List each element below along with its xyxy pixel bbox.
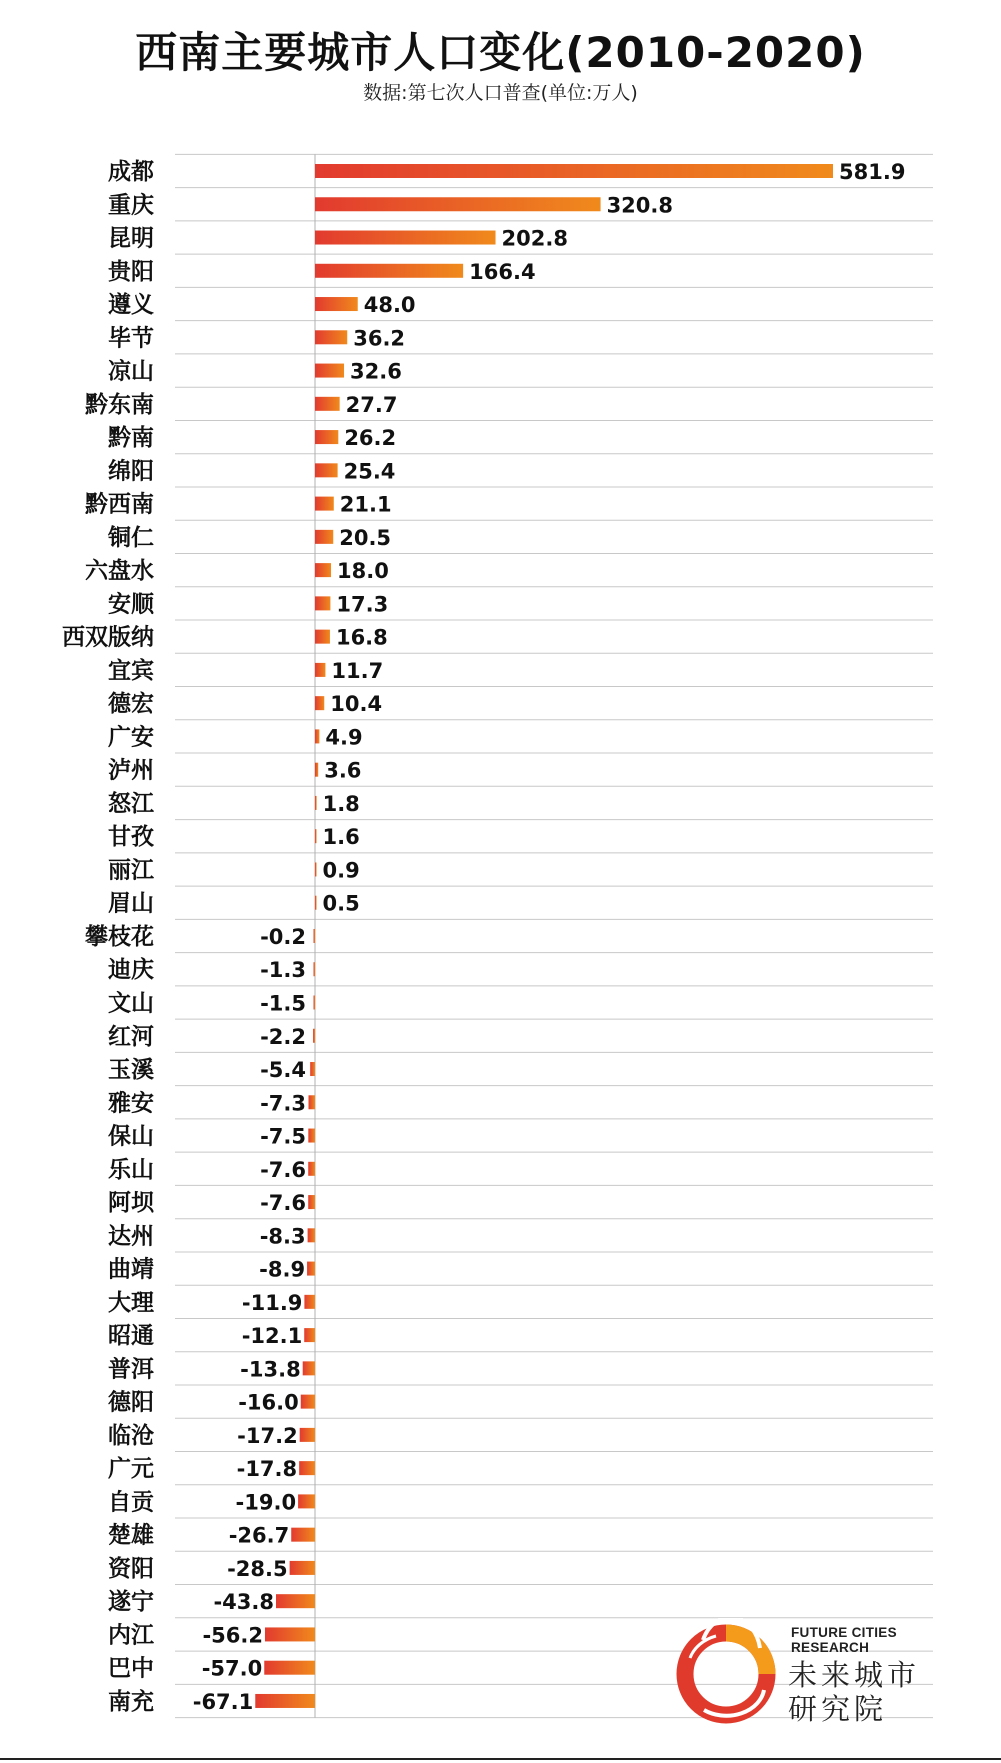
value-label: 25.4 xyxy=(343,459,396,484)
value-label: -13.8 xyxy=(240,1357,301,1382)
category-label: 遂宁 xyxy=(108,1589,154,1616)
bar xyxy=(308,1228,315,1242)
value-label: 1.6 xyxy=(322,825,360,850)
value-label: 0.5 xyxy=(322,891,360,916)
bar xyxy=(315,164,833,178)
value-label: -43.8 xyxy=(213,1590,275,1615)
category-label: 眉山 xyxy=(108,890,154,917)
value-label: -7.6 xyxy=(260,1157,306,1182)
bar xyxy=(315,463,338,477)
value-label: -7.6 xyxy=(260,1191,306,1216)
bar xyxy=(255,1694,315,1708)
bar xyxy=(309,1095,315,1109)
bar xyxy=(264,1661,315,1675)
value-label: -67.1 xyxy=(192,1689,254,1714)
bar xyxy=(304,1328,315,1342)
category-label: 红河 xyxy=(108,1023,154,1050)
bars xyxy=(255,164,833,1708)
category-label: 毕节 xyxy=(108,325,154,352)
value-label: 17.3 xyxy=(336,592,389,617)
value-label: -7.5 xyxy=(260,1124,306,1149)
value-label: -1.5 xyxy=(260,991,306,1016)
value-label: 20.5 xyxy=(339,525,392,550)
value-label: -12.1 xyxy=(241,1324,303,1349)
bar xyxy=(315,696,324,710)
value-label: -26.7 xyxy=(228,1523,290,1548)
category-label: 资阳 xyxy=(108,1555,154,1582)
value-label: -17.8 xyxy=(236,1457,298,1482)
bar xyxy=(315,530,333,544)
bar xyxy=(308,1195,315,1209)
value-label: 26.2 xyxy=(344,426,397,451)
logo-chinese-text xyxy=(788,1658,968,1726)
value-label: -5.4 xyxy=(260,1058,306,1083)
bar xyxy=(313,1029,315,1043)
category-label: 大理 xyxy=(108,1289,154,1316)
value-label: 27.7 xyxy=(345,392,398,417)
value-label: -8.9 xyxy=(259,1257,306,1282)
bar xyxy=(315,829,317,843)
category-label: 曲靖 xyxy=(108,1256,154,1283)
category-label: 德宏 xyxy=(108,691,154,718)
bar xyxy=(315,896,317,910)
category-label: 保山 xyxy=(108,1123,154,1150)
category-label: 广安 xyxy=(108,724,154,751)
value-label: -2.2 xyxy=(260,1024,306,1049)
value-label: 581.9 xyxy=(839,160,906,184)
bar xyxy=(315,663,325,677)
category-label: 重庆 xyxy=(108,192,154,219)
category-label: 临沧 xyxy=(108,1422,154,1449)
value-label: -11.9 xyxy=(241,1290,303,1315)
bar xyxy=(299,1461,315,1475)
category-label: 攀枝花 xyxy=(85,923,154,950)
bar xyxy=(315,497,334,511)
value-label: 11.7 xyxy=(331,658,384,683)
category-label: 宜宾 xyxy=(108,657,154,684)
category-label: 遵义 xyxy=(108,292,154,319)
value-label: 10.4 xyxy=(330,692,383,717)
bar xyxy=(304,1295,315,1309)
bar xyxy=(290,1561,315,1575)
category-label: 文山 xyxy=(108,990,154,1017)
bar xyxy=(315,763,318,777)
bar xyxy=(315,330,347,344)
value-label: 1.8 xyxy=(322,791,360,816)
category-label: 昭通 xyxy=(108,1323,154,1350)
bar xyxy=(315,264,463,278)
bar xyxy=(308,1129,315,1143)
category-label: 德阳 xyxy=(108,1389,154,1416)
category-label: 六盘水 xyxy=(85,558,154,585)
value-label: 21.1 xyxy=(339,492,392,517)
value-label: 32.6 xyxy=(350,359,402,384)
category-label: 南充 xyxy=(108,1688,154,1715)
bottom-rule xyxy=(0,1758,1001,1760)
value-label: -1.3 xyxy=(260,958,306,983)
category-label: 乐山 xyxy=(108,1156,154,1183)
bar xyxy=(314,929,316,943)
chart-title: 西南主要城市人口变化(2010-2020) xyxy=(135,28,866,77)
chart-subtitle: 数据:第七次人口普查(单位:万人) xyxy=(363,82,638,104)
category-label: 甘孜 xyxy=(108,824,154,851)
value-label: -17.2 xyxy=(237,1423,298,1448)
value-label: 36.2 xyxy=(353,326,406,351)
bar xyxy=(314,996,316,1010)
value-label: -16.0 xyxy=(238,1390,299,1415)
category-label: 楚雄 xyxy=(108,1522,154,1549)
bar xyxy=(307,1262,315,1276)
value-label: 166.4 xyxy=(469,259,536,284)
category-label: 绵阳 xyxy=(108,458,154,485)
logo-rings-icon xyxy=(676,1618,786,1728)
bar xyxy=(315,630,330,644)
brand-logo xyxy=(676,1618,976,1728)
bar xyxy=(300,1428,315,1442)
category-label: 泸州 xyxy=(108,757,154,784)
value-label: -8.3 xyxy=(259,1224,306,1249)
bar xyxy=(310,1062,315,1076)
category-label: 黔东南 xyxy=(85,391,154,418)
bar xyxy=(315,197,601,211)
value-label: 4.9 xyxy=(325,725,363,750)
bar xyxy=(315,364,344,378)
bar xyxy=(291,1528,315,1542)
bar xyxy=(315,430,338,444)
bar xyxy=(315,563,331,577)
bar xyxy=(314,962,316,976)
category-label: 达州 xyxy=(108,1223,154,1250)
category-label: 黔南 xyxy=(108,425,154,452)
category-label: 凉山 xyxy=(108,358,154,385)
bar xyxy=(315,297,358,311)
category-label: 迪庆 xyxy=(108,957,154,984)
logo-en-line2: RESEARCH xyxy=(791,1640,870,1655)
bar xyxy=(303,1361,315,1375)
logo-en-line1: FUTURE CITIES xyxy=(791,1625,897,1640)
bar xyxy=(315,796,317,810)
value-label: -0.2 xyxy=(260,924,306,949)
value-label: 18.0 xyxy=(337,559,389,584)
bar xyxy=(298,1494,315,1508)
value-label: 0.9 xyxy=(322,858,360,883)
category-label: 黔西南 xyxy=(85,491,154,518)
bar xyxy=(315,397,340,411)
bar xyxy=(276,1594,315,1608)
value-label: 3.6 xyxy=(324,758,362,783)
value-label: 16.8 xyxy=(335,625,388,650)
bar xyxy=(301,1395,315,1409)
category-label: 西双版纳 xyxy=(62,624,154,651)
value-label: 202.8 xyxy=(501,226,568,251)
bar xyxy=(315,862,317,876)
category-label: 怒江 xyxy=(108,790,154,817)
logo-cn-line2: 研究院 xyxy=(788,1692,888,1726)
bar xyxy=(265,1627,315,1641)
category-label: 自贡 xyxy=(108,1489,154,1516)
category-label: 铜仁 xyxy=(108,524,154,551)
logo-cn-line1: 未来城市 xyxy=(788,1658,921,1692)
category-label: 巴中 xyxy=(108,1655,154,1682)
category-label: 玉溪 xyxy=(108,1057,154,1084)
category-label: 昆明 xyxy=(108,225,154,252)
bar xyxy=(315,596,330,610)
category-label: 广元 xyxy=(108,1456,154,1483)
value-label: -19.0 xyxy=(235,1490,297,1515)
value-label: -7.3 xyxy=(260,1091,306,1116)
bar xyxy=(315,729,319,743)
category-label: 雅安 xyxy=(108,1090,154,1117)
value-label: -28.5 xyxy=(227,1556,288,1581)
labels xyxy=(62,159,905,1715)
logo-english-text xyxy=(791,1625,951,1655)
category-label: 内江 xyxy=(108,1622,154,1649)
category-label: 安顺 xyxy=(108,591,154,618)
category-label: 贵阳 xyxy=(108,258,154,285)
category-label: 丽江 xyxy=(108,857,154,884)
category-label: 成都 xyxy=(108,159,154,185)
category-label: 普洱 xyxy=(108,1356,154,1383)
category-label: 阿坝 xyxy=(108,1190,154,1217)
value-label: -57.0 xyxy=(201,1656,263,1681)
value-label: 320.8 xyxy=(606,193,674,218)
bar xyxy=(308,1162,315,1176)
value-label: -56.2 xyxy=(202,1623,263,1648)
bar xyxy=(315,231,496,245)
value-label: 48.0 xyxy=(363,293,416,318)
